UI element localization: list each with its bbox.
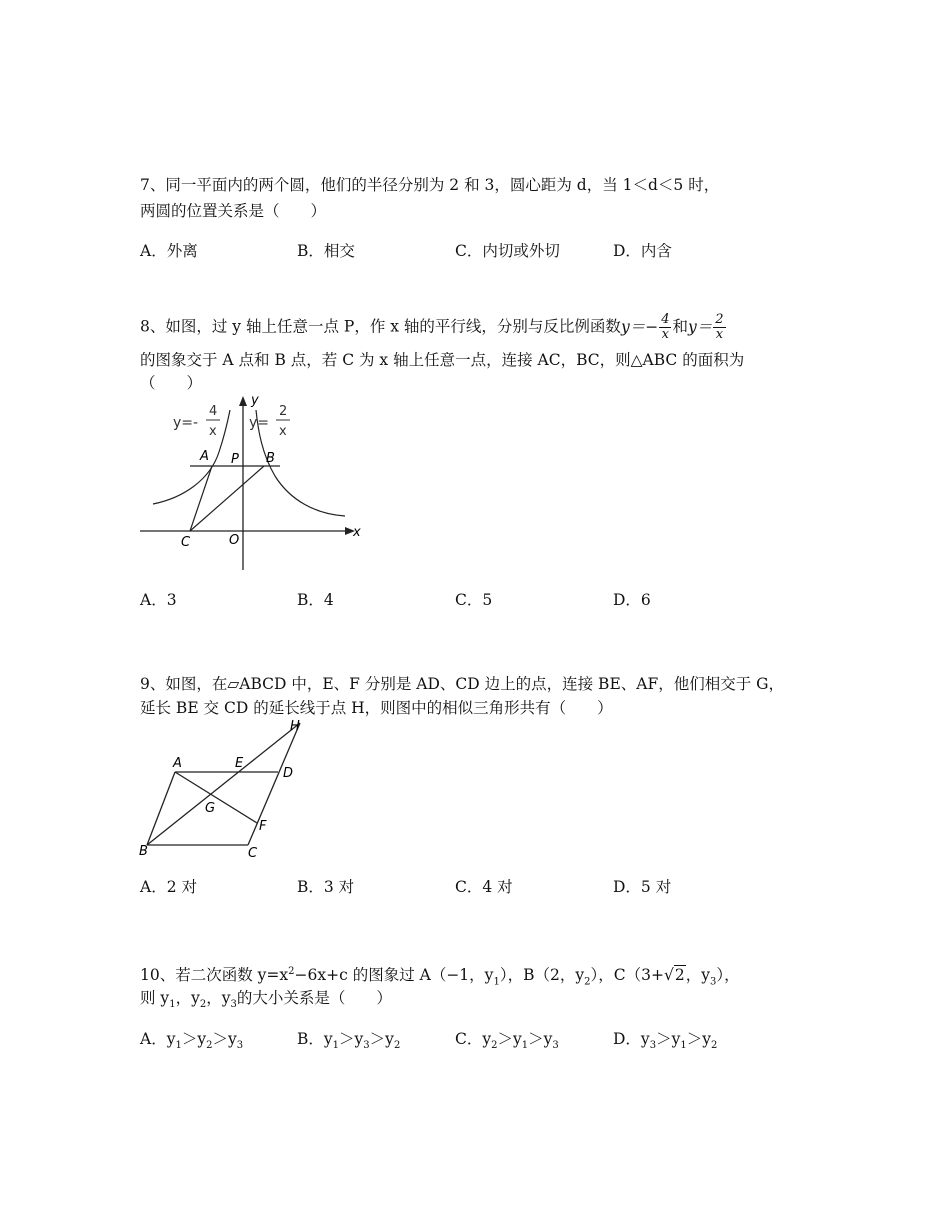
q10-option-c: C．$y_2>y_1>y_3$ <box>455 1030 559 1052</box>
q8-eq1-den: x <box>209 424 217 439</box>
q10-stem-line1: 10、若二次函数 $y=x^2-6x+c$ 的图象过 A（−1，$y_1$），B（2，$y_2$），C（3+√2，$y_3$）， <box>140 966 740 988</box>
q10-c-coordinate-int: 3+ <box>641 966 664 985</box>
q9-label-g: G <box>205 801 216 816</box>
q8-option-b: B．4 <box>297 591 334 609</box>
q8-eq2-lhs: y= <box>249 415 270 431</box>
q8-label-b: B <box>266 451 275 466</box>
q10-line2-d: 的大小关系是（ ） <box>236 989 392 1007</box>
q8-stem-text: 8、如图，过 y 轴上任意一点 P，作 x 轴的平行线，分别与反比例函数 <box>140 317 621 336</box>
q8-label-y: y <box>251 393 259 408</box>
q10-text-d: ），C（ <box>590 966 642 985</box>
q8-label-p: P <box>231 452 239 467</box>
q8-formula-1 <box>620 312 673 342</box>
q9-stem-line2: 延长 BE 交 CD 的延长线于点 H，则图中的相似三角形共有（ ） <box>140 699 613 717</box>
q9-label-e: E <box>235 756 244 771</box>
q10-c-coordinate-radicand: 2 <box>674 966 685 985</box>
q7-option-c: C．内切或外切 <box>455 242 560 260</box>
q9-label-h: H <box>290 719 300 734</box>
q8-formula-2-lhs: y＝ <box>687 317 713 336</box>
q9-option-a: A．2 对 <box>140 878 197 896</box>
q8-formula-1-lhs: y＝− <box>620 317 659 336</box>
q9-option-d: D．5 对 <box>613 878 672 896</box>
q10-c-coordinate: 3+√2 <box>641 966 685 985</box>
q7-option-a: A．外离 <box>140 242 198 260</box>
q10-option-d: D．$y_3>y_1>y_2$ <box>613 1030 718 1052</box>
q7-stem-line1: 7、同一平面内的两个圆，他们的半径分别为 2 和 3，圆心距为 d，当 1＜d＜5 时， <box>140 176 720 194</box>
q8-label-o: O <box>229 533 240 548</box>
q8-and: 和 <box>672 317 688 336</box>
q8-figure <box>135 390 370 575</box>
q9-label-f: F <box>259 819 267 834</box>
q8-stem-line3: （ ） <box>140 374 203 392</box>
q8-formula-2-fraction <box>713 313 725 342</box>
q8-label-x: x <box>353 525 361 540</box>
q9-figure <box>135 715 315 860</box>
q8-option-a: A．3 <box>140 591 177 609</box>
q8-y-axis-arrow <box>239 396 247 406</box>
q9-stem-line1: 9、如图，在▱ABCD 中，E、F 分别是 AD、CD 边上的点，连接 BE、AF，他们相交于 G， <box>140 675 785 693</box>
q10-option-a: A．$y_1>y_2>y_3$ <box>140 1030 244 1052</box>
q9-label-d: D <box>283 766 294 781</box>
q10-line2-c: ，y <box>206 989 231 1007</box>
q9-option-b: B．3 对 <box>297 878 355 896</box>
q10-superscript: 2 <box>288 966 295 977</box>
q10-line2-b: ，y <box>175 989 200 1007</box>
q8-formula-2-numerator: 2 <box>715 312 724 327</box>
q7-stem-line2: 两圆的位置关系是（ ） <box>140 202 327 220</box>
q9-label-a: A <box>173 756 182 771</box>
q8-option-d: D．6 <box>613 591 651 609</box>
q8-formula-1-numerator: 4 <box>661 312 670 327</box>
q10-text-f: ）， <box>716 966 740 985</box>
q10-text-a: 10、若二次函数 y=x <box>140 966 289 985</box>
q8-label-c: C <box>181 535 191 550</box>
q8-eq1-num: 4 <box>209 404 218 419</box>
q8-formula-2-denominator: x <box>715 327 724 342</box>
q9-label-c: C <box>248 846 258 860</box>
q8-formula-1-fraction <box>659 313 671 342</box>
q7-option-d: D．内含 <box>613 242 672 260</box>
q10-text-e: ，y <box>685 966 710 985</box>
q10-line2-a: 则 y <box>140 989 170 1007</box>
q9-option-c: C．4 对 <box>455 878 513 896</box>
q8-stem-line1 <box>140 313 727 342</box>
q10-text-b: −6x+c 的图象过 A（−1，y <box>294 966 494 985</box>
q8-eq2-num: 2 <box>279 404 288 419</box>
q9-side-ch <box>248 723 300 845</box>
q8-eq1-lhs: y=- <box>173 415 199 431</box>
q8-option-c: C．5 <box>455 591 493 609</box>
q10-option-b: B．$y_1>y_3>y_2$ <box>297 1030 401 1052</box>
q8-stem-line2: 的图象交于 A 点和 B 点，若 C 为 x 轴上任意一点，连接 AC，BC，则△ABC 的面积为 <box>140 351 745 369</box>
q8-eq2-den: x <box>279 424 287 439</box>
q8-formula-2 <box>687 312 727 342</box>
q8-label-a: A <box>200 449 209 464</box>
q10-stem-line2: 则 $y_1$，$y_2$，$y_3$的大小关系是（ ） <box>140 989 392 1011</box>
q10-text-c: ），B（2，y <box>499 966 585 985</box>
q9-label-b: B <box>139 844 148 859</box>
q8-formula-1-denominator: x <box>661 327 669 342</box>
q7-option-b: B．相交 <box>297 242 355 260</box>
q9-line-af <box>175 772 257 823</box>
